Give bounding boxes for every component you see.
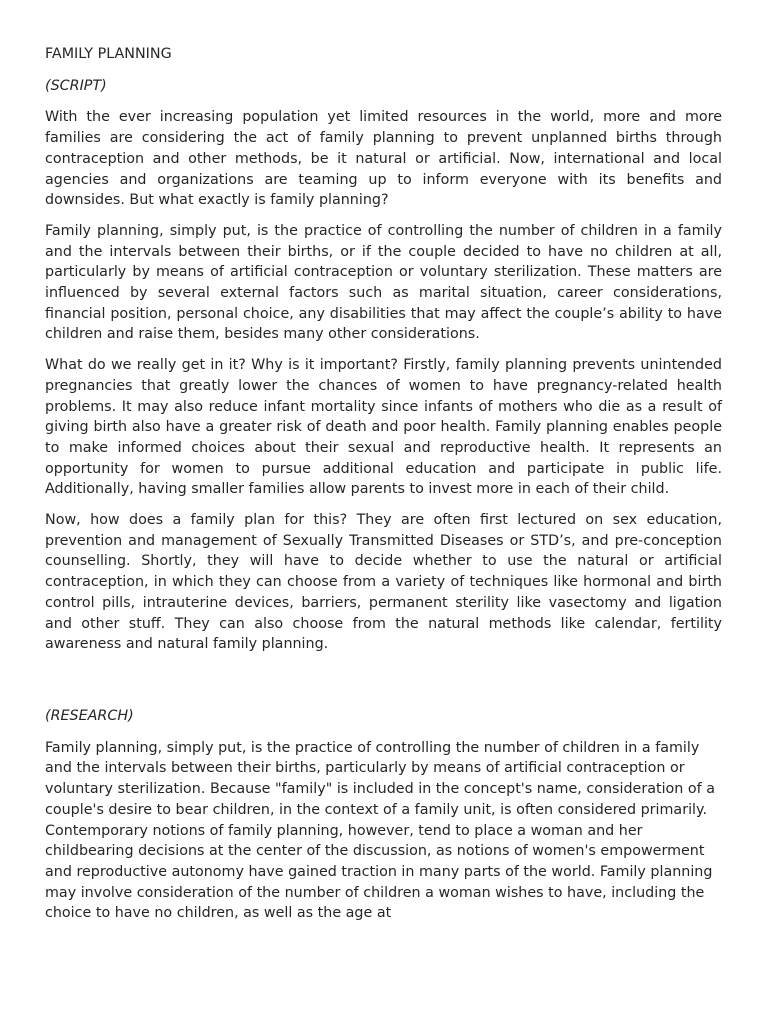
script-section-label: (SCRIPT) xyxy=(45,77,107,94)
document-page xyxy=(45,44,722,934)
section-spacer xyxy=(45,665,722,706)
script-paragraph-1: With the ever increasing population yet limited resources in the world, more and more families are considering the act of family planning to prevent unplanned births through contraception and other methods, be it natural or artificial. Now, international and local agencies and organizations are teaming up to inform everyone with its benefits and downsides. But what exactly is family planning? xyxy=(45,109,722,209)
document-title: FAMILY PLANNING xyxy=(45,46,172,62)
script-paragraph-4: Now, how does a family plan for this? They are often first lectured on sex education, prevention and management of Sexually Transmitted Diseases or STD’s, and pre-conception counselling. Shortly, they will have to decide whether to use the natural or artificial contraception, in which they can choose from a variety of techniques like hormonal and birth control pills, intrauterine devices, barriers, permanent sterility like vasectomy and ligation and other stuff. They can also choose from the natural methods like calendar, fertility awareness and natural family planning. xyxy=(45,512,722,653)
script-paragraph-2: Family planning, simply put, is the practice of controlling the number of children in a family and the intervals between their births, or if the couple decided to have no children at all, particularly by means of artificial contraception or voluntary sterilization. These matters are influenced by several external factors such as marital situation, career considerations, financial position, personal choice, any disabilities that may affect the couple’s ability to have children and raise them, besides many other considerations. xyxy=(45,222,722,343)
research-paragraph-1: Family planning, simply put, is the practice of controlling the number of children in a family and the intervals between their births, particularly by means of artificial contraception or voluntary sterilization. Because "family" is included in the concept's name, consideration of a couple's desire to bear children, in the context of a family unit, is often considered primarily. Contemporary notions of family planning, however, tend to place a woman and her childbearing decisions at the center of the discussion, as notions of women's empowerment and reproductive autonomy have gained traction in many parts of the world. Family planning may involve consideration of the number of children a woman wishes to have, including the choice to have no children, as well as the age at xyxy=(45,739,715,922)
script-paragraph-3: What do we really get in it? Why is it important? Firstly, family planning prevents unintended pregnancies that greatly lower the chances of women to have pregnancy-related health problems. It may also reduce infant mortality since infants of mothers who die as a result of giving birth also have a greater risk of death and poor health. Family planning enables people to make informed choices about their sexual and reproductive health. It represents an opportunity for women to pursue additional education and participate in public life. Additionally, having smaller families allow parents to invest more in each of their child. xyxy=(45,357,722,498)
research-section-label: (RESEARCH) xyxy=(45,707,134,724)
